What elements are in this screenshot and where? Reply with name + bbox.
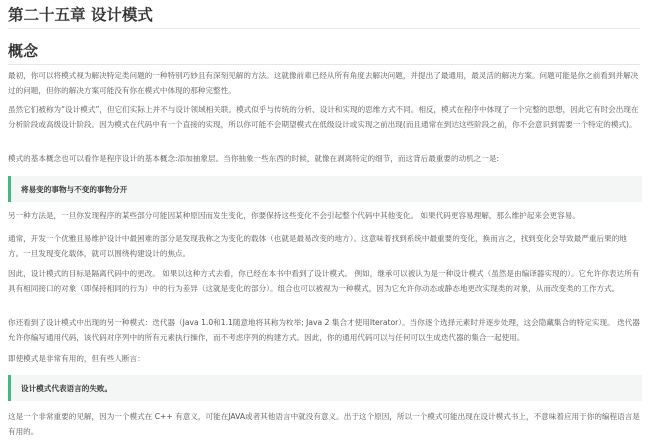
section-divider — [8, 64, 640, 65]
paragraph-abstraction: 模式的基本概念也可以看作是程序设计的基本概念:添加抽象层。当你抽象一些东西的时候，就像在剥离特定的细节，而这背后最重要的动机之一是: — [8, 154, 500, 163]
title-divider — [8, 28, 640, 29]
paragraph-insight: 这是一个非常重要的见解，因为一个模式在 C++ 有意义，可能在JAVA或者其他语言中就没有意义。出于这个原因，所以一个模式可能出现在设计模式书上，不意味着应用于你的编程语言是有用的。 — [8, 412, 640, 436]
paragraph-assertion: 即使模式是非常有用的，但有些人断言： — [8, 354, 145, 363]
blockquote-text: 设计模式代表语言的失败。 — [21, 383, 113, 393]
paragraph-inheritance-composition: 因此，设计模式的目标是隔离代码中的更改。 如果以这种方式去看，你已经在本书中看到了设计模式。 例如，继承可以被认为是一种设计模式（虽然是由编译器实现的）。它允许你表达所有具有相同接口的对象（即保持相同的行为）中的行为差异（这就是变化的部分）。组合也可以被视为一种模式，因为它允许你动态或静态地更改实现类的对象，从而改变类的工作方式。 — [8, 269, 640, 293]
paragraph-vector-of-change: 通常，开发一个优雅且易维护设计中最困难的部分是发现我称之为变化的载体（也就是最易改变的地方）。这意味着找到系统中最重要的变化，换而言之，找到变化会导致最严重后果的地方。一旦发现变化载体，就可以围绕构建设计的焦点。 — [8, 234, 627, 258]
blockquote-separate-things — [8, 176, 642, 202]
paragraph-intro: 最初，你可以将模式视为解决特定类问题的一种特别巧妙且有深刻见解的方法。这就像前辈已经从所有角度去解决问题，并提出了最通用，最灵活的解决方案。问题可能是你之前看到并解决过的问题，但你的解决方案可能没有你在模式中体现的那种完整性。 — [8, 71, 639, 95]
blockquote-text: 将易变的事物与不变的事物分开 — [21, 184, 128, 194]
blockquote-language-failure — [8, 375, 642, 401]
paragraph-design-patterns-name: 虽然它们被称为“设计模式”，但它们实际上并不与设计领域相关联。模式似乎与传统的分析、设计和实现的思维方式不同。相反，模式在程序中体现了一个完整的思想，因此它有时会出现在分析阶段或高级设计阶段。因为模式在代码中有一个直接的实现，所以你可能不会期望模式在低级设计或实现之前出现(而且通常在到达这些阶段之前，你不会意识到需要一个特定的模式)。 — [8, 105, 639, 129]
paragraph-iterator: 你还看到了设计模式中出现的另一种模式：迭代器（Java 1.0和1.1随意地将其称为枚举; Java 2 集合才使用Iterator）。当你逐个选择元素时并逐步处理，这会隐藏集合的特定实现。 迭代器允许你编写通用代码，该代码对序列中的所有元素执行操作，而不考虑序列的构建方式。因此，你的通用代码可以与任何可以生成迭代器的集合一起使用。 — [8, 318, 640, 342]
paragraph-isolate-change: 另一种方法是，一旦你发现程序的某些部分可能因某种原因而发生变化，你要保持这些变化不会引起整个代码中其他变化。 如果代码更容易理解，那么维护起来会更容易。 — [8, 211, 580, 220]
chapter-title: 第二十五章 设计模式 — [8, 6, 153, 24]
section-title: 概念 — [8, 42, 39, 60]
